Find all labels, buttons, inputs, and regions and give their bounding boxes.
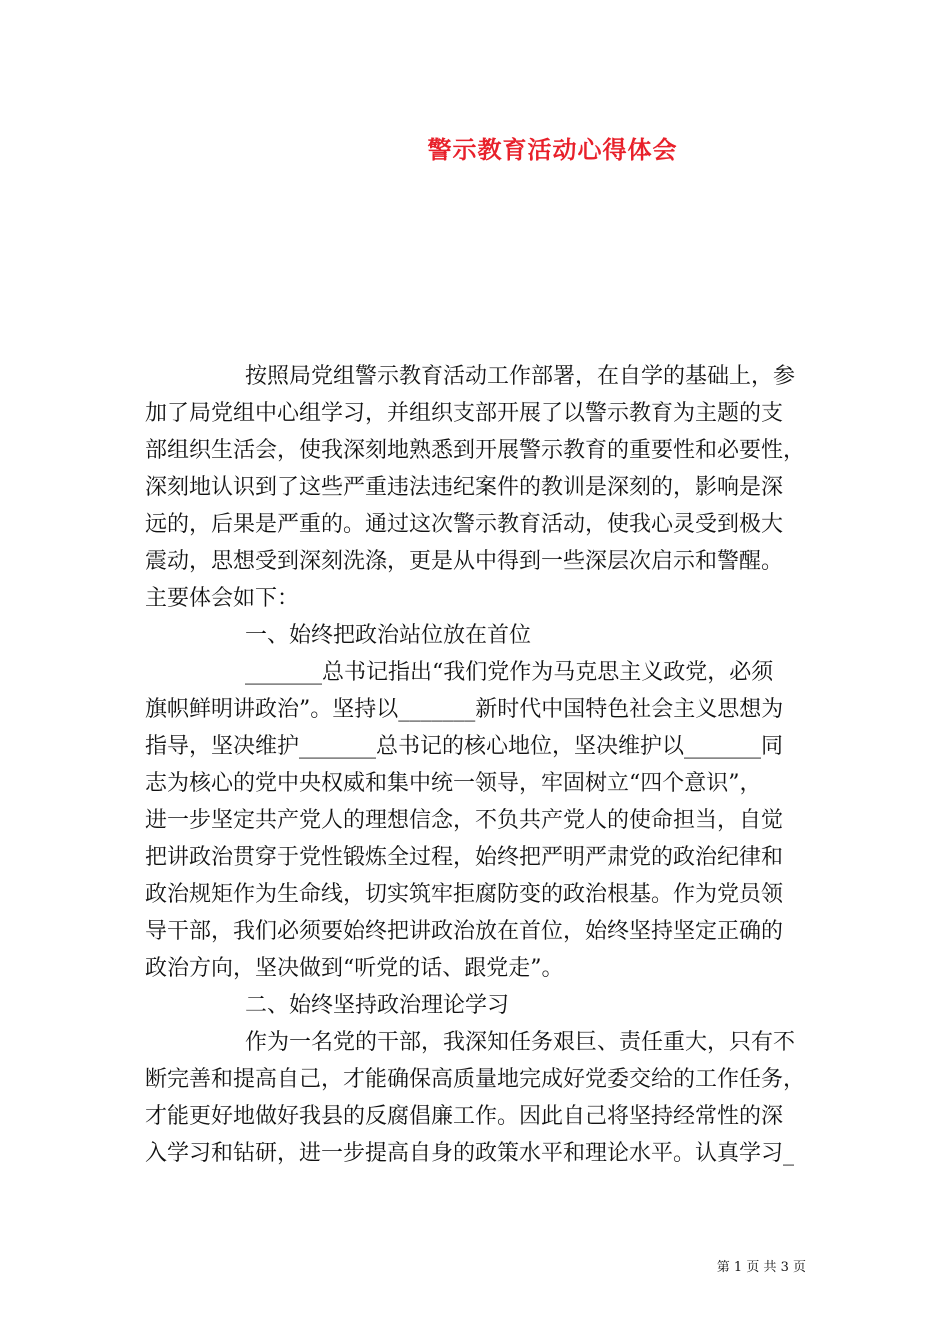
text-line: 主要体会如下：: [145, 586, 300, 611]
text-line: 加了局党组中心组学习，并组织支部开展了以警示教育为主题的支: [145, 401, 784, 426]
text-line: 把讲政治贯穿于党性锻炼全过程，始终把严明严肃党的政治纪律和: [145, 845, 784, 870]
text-line: 部组织生活会，使我深刻地熟悉到开展警示教育的重要性和必要性，: [145, 438, 806, 463]
document-body: [145, 358, 815, 1172]
text-line: 深刻地认识到了这些严重违法违纪案件的教训是深刻的，影响是深: [145, 475, 784, 500]
text-line: 震动，思想受到深刻洗涤，更是从中得到一些深层次启示和警醒。: [145, 549, 784, 574]
text-line: 旗帜鲜明讲政治”。坚持以_______新时代中国特色社会主义思想为: [145, 697, 784, 722]
page-number: 第 1 页 共 3 页: [716, 1260, 806, 1275]
text-line: 才能更好地做好我县的反腐倡廉工作。因此自己将坚持经常性的深: [145, 1104, 784, 1129]
document-title: 警示教育活动心得体会: [427, 135, 678, 164]
text-line: 志为核心的党中央权威和集中统一领导，牢固树立“四个意识”，: [145, 771, 762, 796]
text-line: _______总书记指出“我们党作为马克思主义政党，必须: [245, 660, 774, 685]
text-line: 入学习和钻研，进一步提高自身的政策水平和理论水平。认真学习_: [145, 1141, 795, 1166]
text-line: 政治规矩作为生命线，切实筑牢拒腐防变的政治根基。作为党员领: [145, 882, 784, 907]
text-line: 导干部，我们必须要始终把讲政治放在首位，始终坚持坚定正确的: [145, 919, 784, 944]
text-line: 政治方向，坚决做到“听党的话、跟党走”。: [145, 956, 564, 981]
text-line: 进一步坚定共产党人的理想信念，不负共产党人的使命担当，自觉: [145, 808, 784, 833]
text-line: 按照局党组警示教育活动工作部署，在自学的基础上，参: [245, 364, 796, 389]
text-line: 指导，坚决维护_______总书记的核心地位，坚决维护以_______同: [145, 734, 784, 759]
section-heading: 二、始终坚持政治理论学习: [245, 993, 510, 1018]
text-line: 断完善和提高自己，才能确保高质量地完成好党委交给的工作任务，: [145, 1067, 806, 1092]
text-line: 作为一名党的干部，我深知任务艰巨、责任重大，只有不: [245, 1030, 796, 1055]
text-line: 远的，后果是严重的。通过这次警示教育活动，使我心灵受到极大: [145, 512, 784, 537]
section-heading: 一、始终把政治站位放在首位: [245, 623, 532, 648]
